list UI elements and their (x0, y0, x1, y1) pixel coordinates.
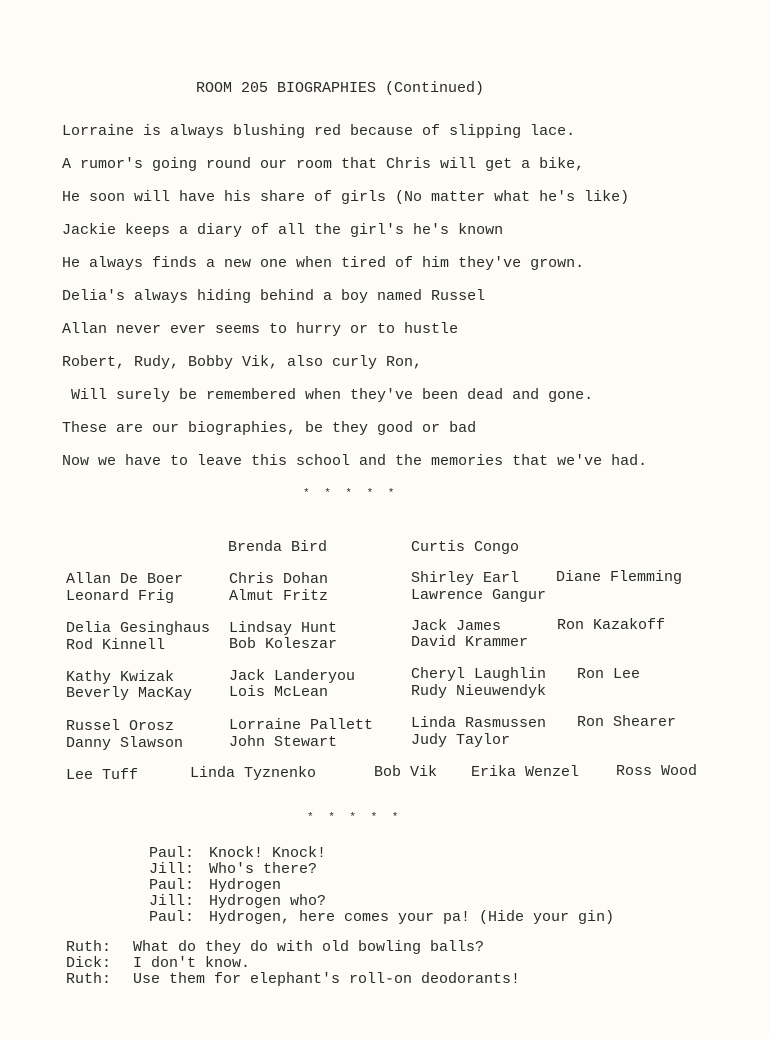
speaker-label: Jill: (148, 861, 194, 878)
bowling-ball-joke (66, 940, 520, 988)
student-name: Delia Gesinghaus (66, 620, 211, 637)
student-name: Lindsay Hunt (229, 620, 338, 637)
poem-line: Now we have to leave this school and the memories that we've had. (62, 453, 648, 470)
poem-line: Will surely be remembered when they've been dead and gone. (62, 387, 594, 404)
student-name: Jack James (411, 618, 502, 635)
student-name: Ron Kazakoff (557, 617, 666, 634)
dialog-row (66, 940, 520, 956)
dialog-line: Knock! Knock! (209, 845, 327, 862)
dialog-line: Who's there? (209, 861, 318, 878)
dialog-row (140, 894, 614, 910)
dialog-row (66, 956, 520, 972)
poem-line: He soon will have his share of girls (No matter what he's like) (62, 189, 630, 206)
dialog-row (66, 972, 520, 988)
speaker-label: Dick: (66, 955, 112, 972)
student-name: Erika Wenzel (471, 764, 580, 781)
dialog-row (140, 910, 614, 926)
student-name: Lois McLean (229, 684, 329, 701)
separator-stars: * * * * * (307, 812, 403, 824)
student-name: Cheryl Laughlin (411, 666, 547, 683)
student-name: Diane Flemming (556, 569, 683, 586)
student-name: Lorraine Pallett (229, 717, 374, 734)
speaker-label: Ruth: (66, 939, 112, 956)
dialog-line: Use them for elephant's roll-on deodorants! (133, 971, 521, 988)
separator-stars: * * * * * (303, 488, 399, 500)
student-name: Leonard Frig (66, 588, 175, 605)
dialog-line: I don't know. (133, 955, 251, 972)
knock-knock-joke (140, 846, 614, 926)
student-name: Danny Slawson (66, 735, 184, 752)
student-name: Almut Fritz (229, 588, 329, 605)
student-name: Beverly MacKay (66, 685, 193, 702)
student-name: Linda Tyznenko (190, 765, 317, 782)
student-name: Rod Kinnell (66, 637, 166, 654)
student-name: Rudy Nieuwendyk (411, 683, 547, 700)
poem-line: He always finds a new one when tired of him they've grown. (62, 255, 585, 272)
dialog-line: Hydrogen (209, 877, 282, 894)
student-name: Ron Shearer (577, 714, 677, 731)
student-name: Jack Landeryou (229, 668, 356, 685)
student-name: David Krammer (411, 634, 529, 651)
poem-line: These are our biographies, be they good or bad (62, 420, 477, 437)
dialog-row (140, 862, 614, 878)
dialog-row (140, 878, 614, 894)
student-name: Russel Orosz (66, 718, 175, 735)
page-title: ROOM 205 BIOGRAPHIES (Continued) (196, 80, 485, 97)
speaker-label: Paul: (148, 845, 194, 862)
speaker-label: Paul: (148, 909, 194, 926)
poem-line: A rumor's going round our room that Chris will get a bike, (62, 156, 585, 173)
student-name: Linda Rasmussen (411, 715, 547, 732)
speaker-label: Paul: (148, 877, 194, 894)
student-name: Judy Taylor (411, 732, 511, 749)
dialog-line: What do they do with old bowling balls? (133, 939, 485, 956)
student-name: Shirley Earl (411, 570, 520, 587)
student-name: Curtis Congo (411, 539, 520, 556)
dialog-row (140, 846, 614, 862)
student-name: Ron Lee (577, 666, 641, 683)
poem-line: Delia's always hiding behind a boy named Russel (62, 288, 486, 305)
poem-line: Robert, Rudy, Bobby Vik, also curly Ron, (62, 354, 423, 371)
student-name: Kathy Kwizak (66, 669, 175, 686)
student-name: Lee Tuff (66, 767, 139, 784)
student-name: Ross Wood (616, 763, 698, 780)
speaker-label: Ruth: (66, 971, 112, 988)
student-name: Chris Dohan (229, 571, 329, 588)
student-name: Bob Vik (374, 764, 438, 781)
poem-line: Jackie keeps a diary of all the girl's he's known (62, 222, 504, 239)
student-name: John Stewart (229, 734, 338, 751)
student-name: Brenda Bird (228, 539, 328, 556)
dialog-line: Hydrogen, here comes your pa! (Hide your gin) (209, 909, 615, 926)
poem-line: Allan never ever seems to hurry or to hustle (62, 321, 459, 338)
student-name: Bob Koleszar (229, 636, 338, 653)
dialog-line: Hydrogen who? (209, 893, 327, 910)
student-name: Lawrence Gangur (411, 587, 547, 604)
speaker-label: Jill: (148, 893, 194, 910)
poem-line: Lorraine is always blushing red because of slipping lace. (62, 123, 576, 140)
student-name: Allan De Boer (66, 571, 184, 588)
